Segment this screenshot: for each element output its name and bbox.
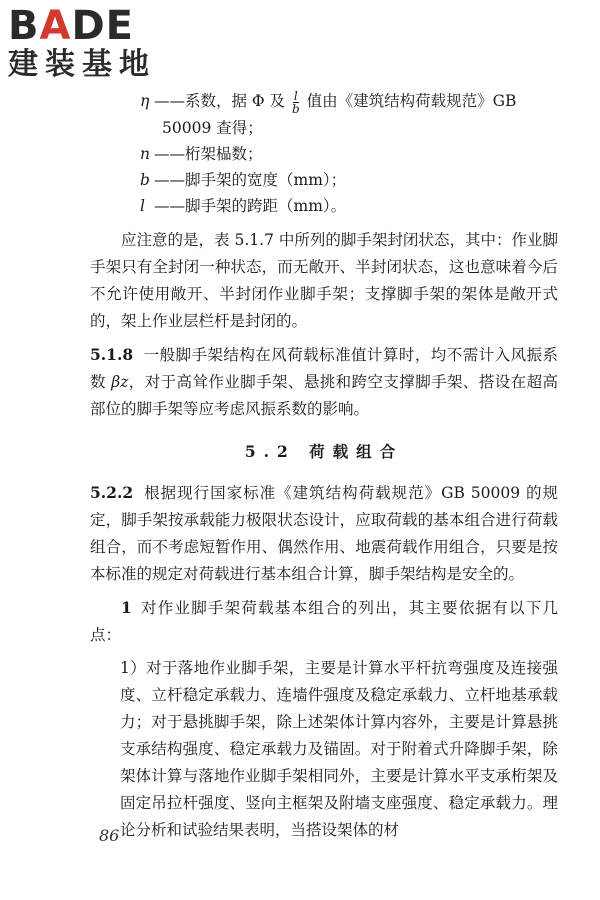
sub-list-item-1: 1）对于落地作业脚手架，主要是计算水平杆抗弯强度及连接强度、立杆稳定承载力、连墙件强度及稳定承载力、立杆地基承载力；对于悬挑脚手架，除上述架体计算内容外，主要是计算悬挑支承结构强度、稳定承载力及锚固。对于附着式升降脚手架，除架体计算与落地作业脚手架相同外，主要是计算水平支承桁架及固定吊拉杆强度、竖向主框架及附墙支座强度、稳定承载力。理论分析和试验结果表明，当搭设架体的材 (120, 658, 558, 839)
definition-l: l ——脚手架的跨距（mm）。 (140, 196, 347, 215)
definition-eta: η ——系数，据 Φ 及 $\frac{l}{b}$ 值由《建筑结构荷载规范》GB 50009 查得； (140, 88, 558, 141)
definition-symbol: η (140, 92, 150, 110)
beta-z-symbol: βz (111, 372, 129, 391)
note-paragraph: 应注意的是，表 5.1.7 中所列的脚手架封闭状态，其中：作业脚手架只有全封闭一种状态，而无敞开、半封闭状态，这也意味着今后不允许使用敞开、半封闭作业脚手架；支撑脚手架的架体是敞开式的，架上作业层栏杆是封闭的。 (90, 230, 558, 330)
definition-continuation: 50009 查得； (162, 118, 263, 137)
list-item-1: 1 对作业脚手架荷载基本组合的列出，其主要依据有以下几点： (90, 597, 558, 644)
definition-n: n ——桁架榀数； (140, 144, 263, 163)
clause-5-1-8: 5.1.8 一般脚手架结构在风荷载标准值计算时，均不需计入风振系数 βz，对于高耸作业脚手架、悬挑和跨空支撑脚手架、搭设在超高部位的脚手架等应考虑风振系数的影响。 (90, 344, 558, 418)
section-heading: 5.2 荷载组合 (244, 441, 404, 461)
logo-wordmark: BADE (8, 3, 134, 49)
clause-number: 5.2.2 (90, 482, 134, 502)
document-page (90, 88, 558, 844)
symbol-definitions (140, 88, 558, 219)
logo-accent-letter: A (39, 3, 72, 49)
fraction-l-over-b: $\frac{l}{b}$ (292, 88, 300, 116)
logo-subtitle: 建装基地 (8, 47, 156, 82)
page-number: 86 (99, 826, 120, 845)
clause-number: 5.1.8 (90, 344, 134, 364)
clause-5-2-2: 5.2.2 根据现行国家标准《建筑结构荷载规范》GB 50009 的规定，脚手架按承载能力极限状态设计，应取荷载的基本组合进行荷载组合，而不考虑短暂作用、偶然作用、地震荷载作用组合，只要是按本标准的规定对荷载进行基本组合计算，脚手架结构是安全的。 (90, 482, 558, 583)
brand-logo (8, 4, 178, 82)
definition-b: b ——脚手架的宽度（mm）； (140, 170, 347, 189)
